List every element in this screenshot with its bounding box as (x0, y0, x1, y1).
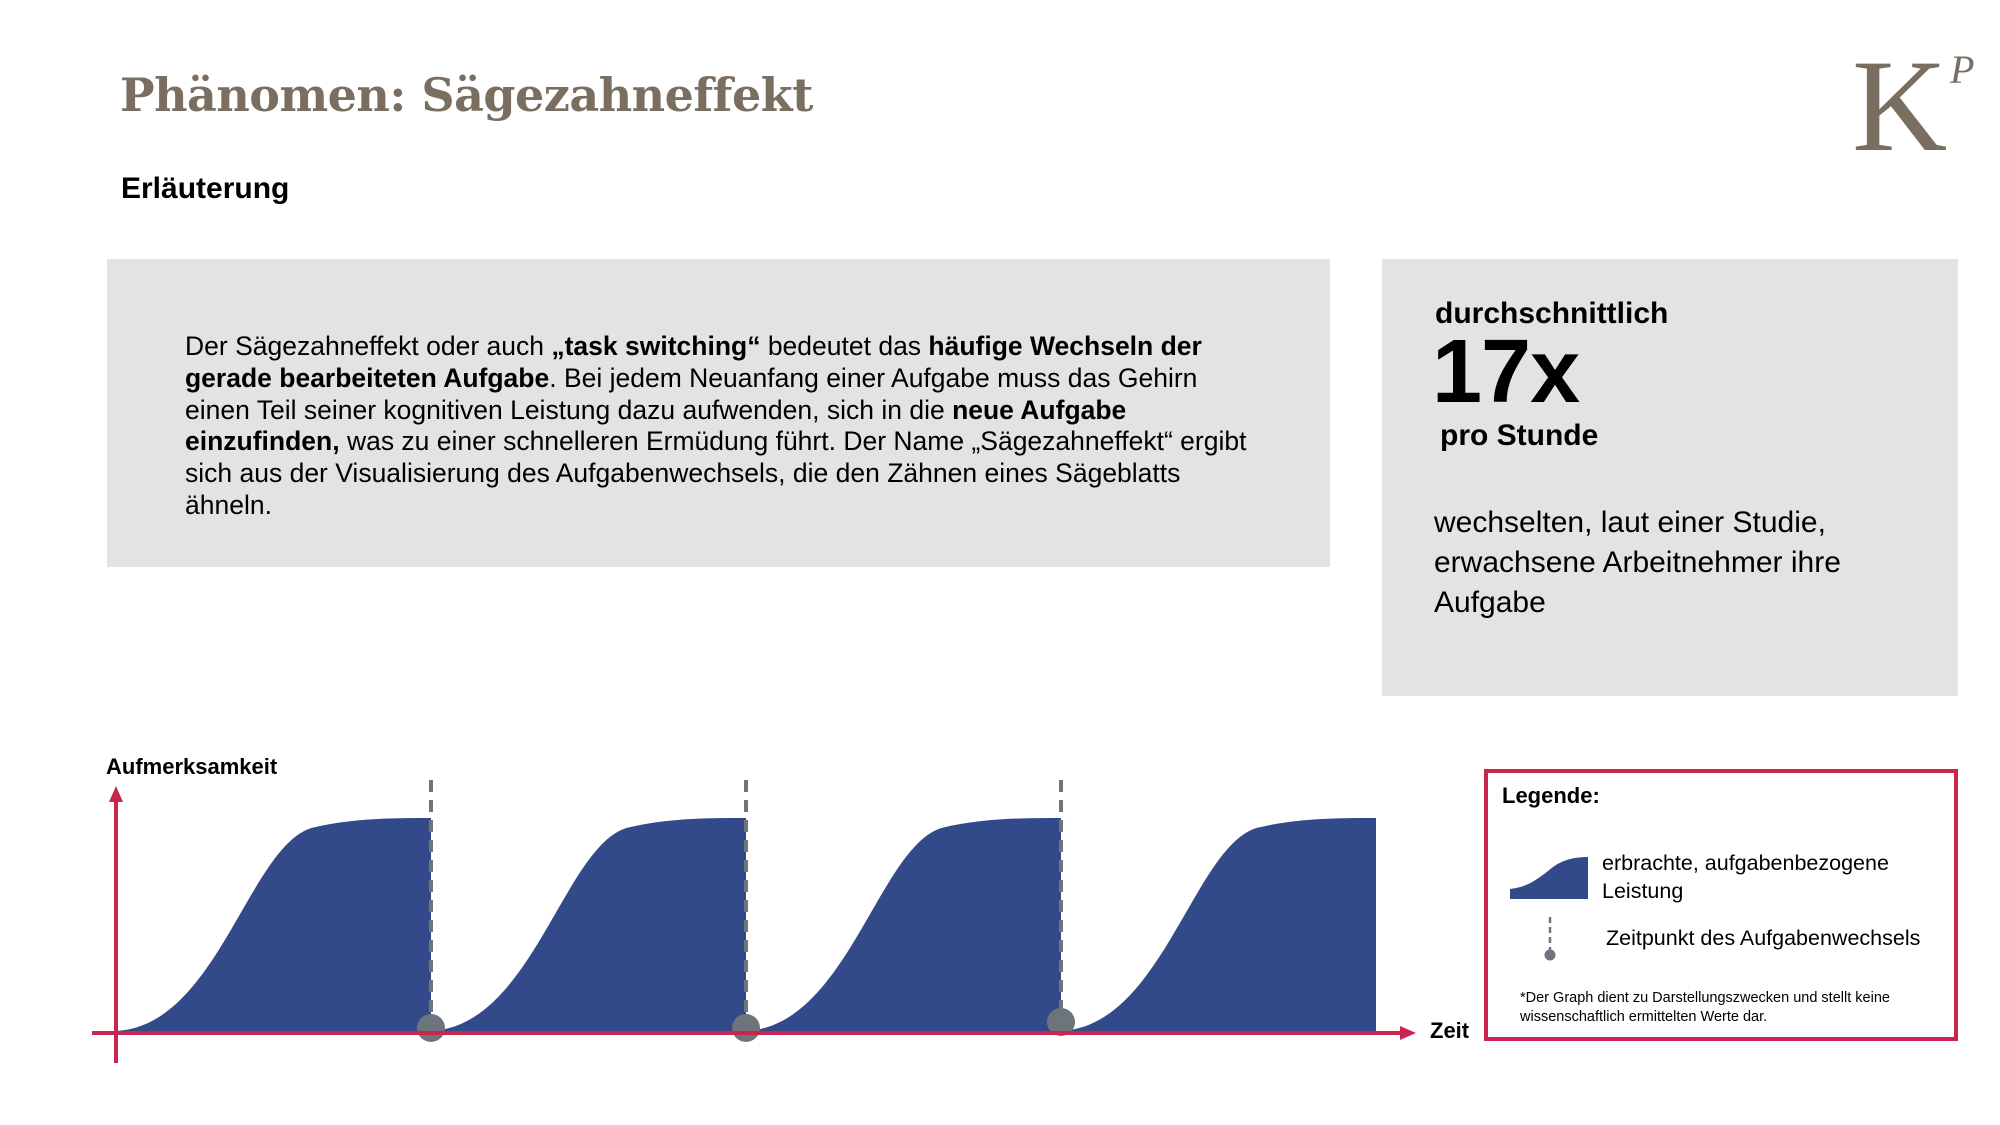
stat-unit: pro Stunde (1440, 419, 1599, 452)
performance-curve (431, 818, 746, 1031)
legend-switch-label: Zeitpunkt des Aufgabenwechsels (1606, 926, 1921, 950)
page-title: Phänomen: Sägezahneffekt (120, 68, 813, 122)
body-text: . Bei jedem Neuanfang einer Aufgabe muss das Gehirn einen Teil seiner kognitiven Leistung dazu aufwenden, sich in die (185, 362, 1198, 425)
body-text: Der Sägezahneffekt oder auch (185, 331, 552, 361)
task-switch-point (732, 1014, 760, 1042)
body-text: bedeutet das (760, 331, 929, 361)
x-axis-arrow (1400, 1026, 1416, 1040)
emphasis-text: häufige Wechseln der gerade bearbeiteten Aufgabe (185, 331, 1202, 393)
legend-box (1484, 769, 1958, 1041)
x-axis-label: Zeit (1430, 1018, 1470, 1043)
logo-superscript: P (1950, 47, 1975, 92)
performance-curve (116, 818, 431, 1031)
stat-description: wechselten, laut einer Studie, erwachsene Arbeitnehmer ihre Aufgabe (1434, 506, 1841, 619)
legend-disclaimer: *Der Graph dient zu Darstellungszwecken und stellt keine wissenschaftlich ermittelten Werte dar. (1520, 990, 1890, 1025)
company-logo (1852, 32, 1975, 179)
body-text: was zu einer schnelleren Ermüdung führt. Der Name „Sägezahneffekt“ ergibt sich aus der Visualisierung des Aufgabenwechsels, die den Zähnen eines Sägeblatts ähneln. (185, 426, 1247, 520)
performance-curve-icon (1508, 853, 1592, 903)
logo-letter: K (1852, 32, 1948, 179)
legend-performance-label: erbrachte, aufgabenbezogene Leistung (1602, 851, 1889, 903)
section-subtitle: Erläuterung (121, 172, 290, 205)
task-switch-icon (1540, 915, 1560, 965)
task-switch-point (417, 1014, 445, 1042)
emphasis-text: neue Aufgabe einzufinden, (185, 394, 1127, 457)
y-axis-label: Aufmerksamkeit (106, 754, 278, 779)
stat-value: 17x (1432, 322, 1580, 422)
stat-prefix: durchschnittlich (1435, 297, 1669, 330)
y-axis-arrow (109, 786, 123, 802)
performance-curve (746, 818, 1061, 1031)
legend-title: Legende: (1502, 783, 1600, 808)
performance-curve (1061, 818, 1376, 1031)
emphasis-text: „task switching“ (551, 331, 761, 361)
statistic-panel (1382, 259, 1958, 696)
